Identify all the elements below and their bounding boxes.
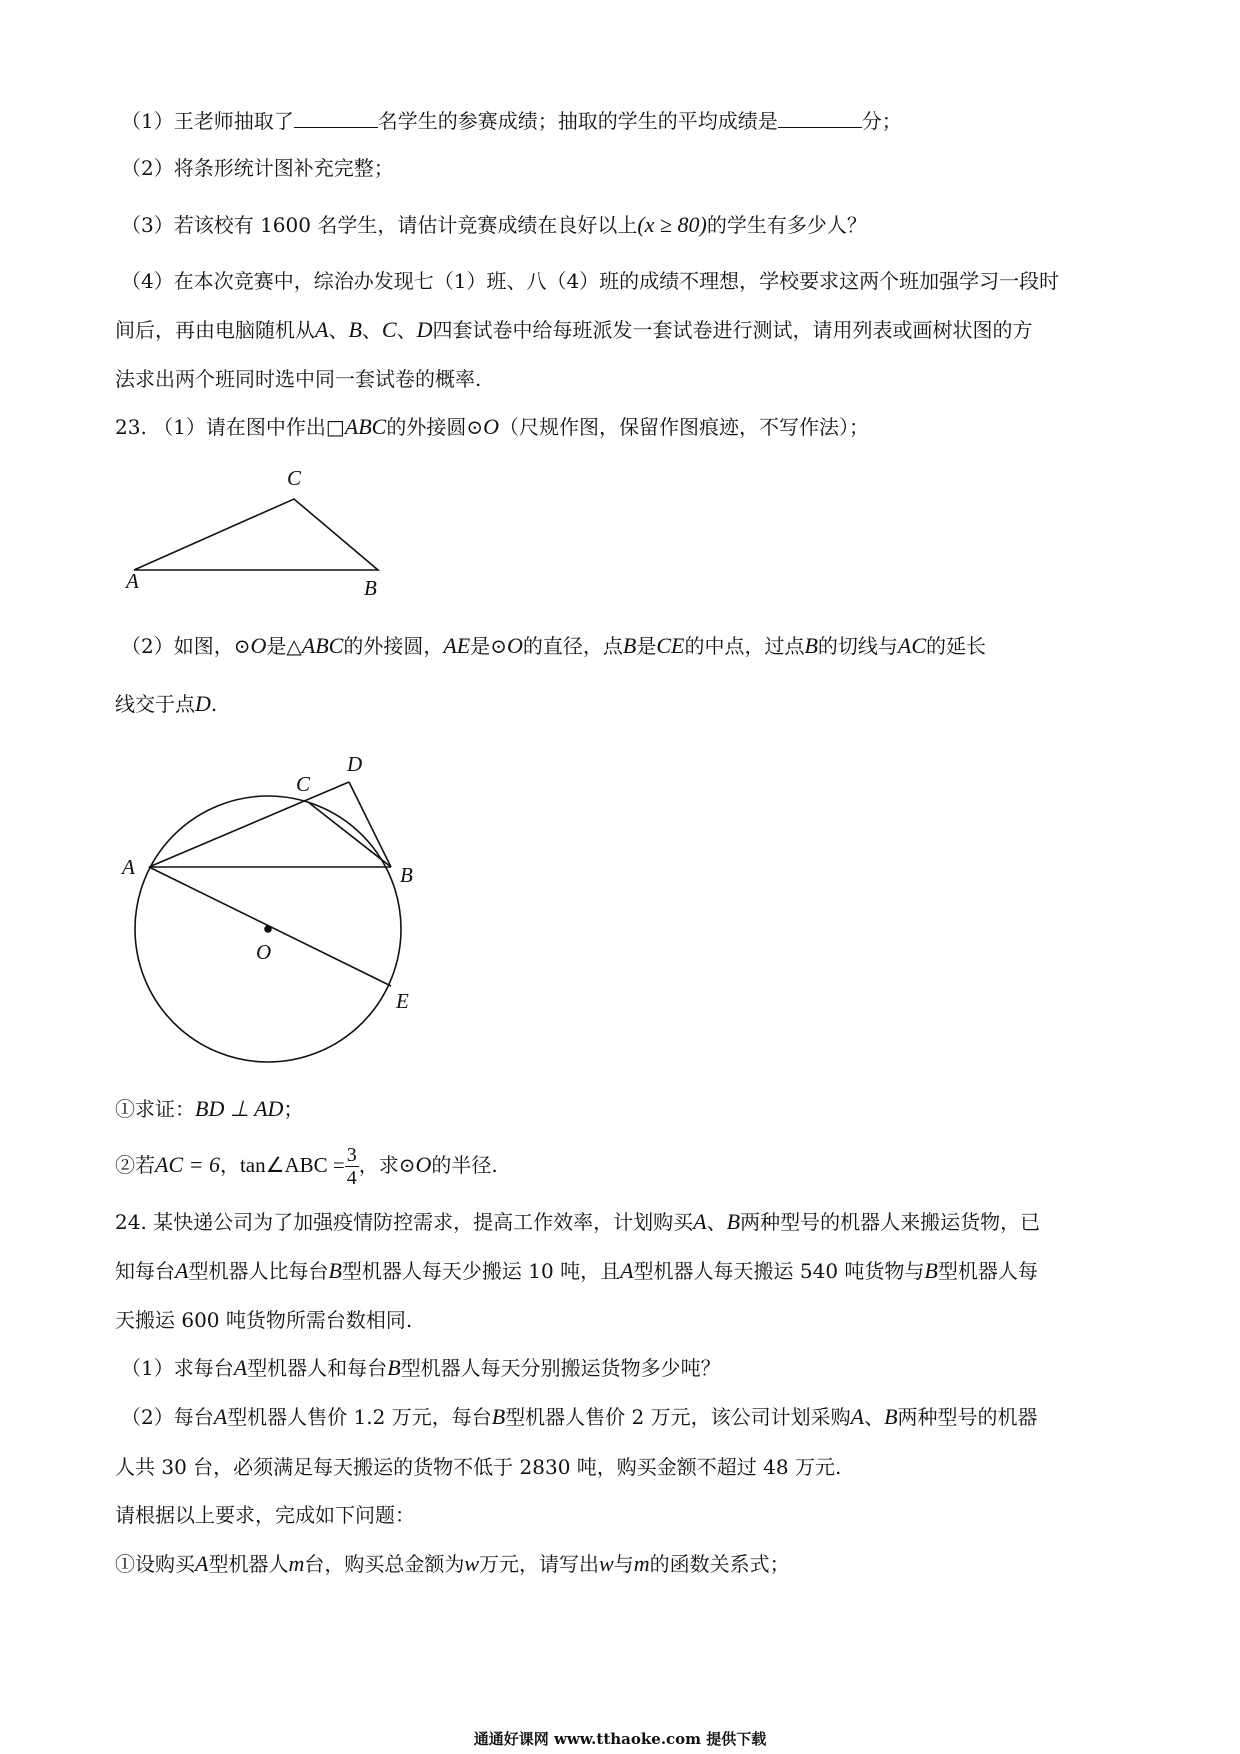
math: C xyxy=(381,317,397,342)
text: （尺规作图，保留作图痕迹，不写作法）； xyxy=(499,415,870,439)
text: （2）如图，⊙ xyxy=(121,634,251,658)
text: 、 xyxy=(864,1405,885,1429)
label-o: O xyxy=(256,940,272,964)
math: O xyxy=(506,633,523,658)
circle-figure xyxy=(135,782,401,1062)
math: A xyxy=(213,1404,228,1429)
math: A xyxy=(620,1258,634,1283)
text: 的半径. xyxy=(431,1153,498,1177)
text: 两种型号的机器 xyxy=(897,1405,1038,1429)
math: B xyxy=(924,1258,938,1283)
math: B xyxy=(348,317,362,342)
text: 的学生有多少人？ xyxy=(706,213,867,237)
q24-part2-line1 xyxy=(121,1404,1038,1430)
math: A xyxy=(175,1258,189,1283)
text: 型机器人售价 1.2 万元，每台 xyxy=(227,1405,492,1429)
triangle-abc-figure xyxy=(134,499,378,570)
text: 台，购买总金额为 xyxy=(304,1552,465,1576)
text: 是△ xyxy=(266,634,302,658)
text: 型机器人 xyxy=(208,1552,289,1576)
text: 的中点，过点 xyxy=(684,634,805,658)
text: 的函数关系式； xyxy=(649,1552,790,1576)
q22-part2: （2）将条形统计图补充完整； xyxy=(121,156,394,180)
math: AC = 6 xyxy=(155,1152,220,1177)
math: A xyxy=(195,1551,209,1576)
text: ； xyxy=(283,1097,304,1121)
numerator: 3 xyxy=(346,1144,357,1166)
label-b: B xyxy=(400,863,413,887)
label-c: C xyxy=(287,466,302,490)
math: AE xyxy=(443,633,471,658)
text: （1）求每台 xyxy=(121,1356,234,1380)
math: B xyxy=(726,1209,741,1234)
math: A xyxy=(850,1404,865,1429)
text: 、 xyxy=(328,318,349,342)
q23-part2-line2 xyxy=(115,691,217,717)
math-arc: CE xyxy=(656,633,685,658)
text: 的直径，点 xyxy=(522,634,623,658)
q24-subquestion1 xyxy=(115,1551,790,1577)
label-a: A xyxy=(126,569,139,593)
text: 、 xyxy=(396,318,417,342)
math: m xyxy=(288,1551,305,1576)
text: 是 xyxy=(636,634,657,658)
text: （2）每台 xyxy=(121,1405,214,1429)
center-point-o xyxy=(265,926,271,932)
math: B xyxy=(328,1258,342,1283)
math: D xyxy=(416,317,433,342)
text: 线交于点 xyxy=(115,692,195,716)
math: B xyxy=(387,1355,401,1380)
q22-part4-line1: （4）在本次竞赛中，综治办发现七（1）班、八（4）班的成绩不理想，学校要求这两个班加强学习一段时 xyxy=(121,269,1060,293)
math: A xyxy=(233,1355,248,1380)
text: 分； xyxy=(861,109,902,133)
label-c: C xyxy=(296,772,311,796)
triangle-abc xyxy=(134,499,378,570)
q22-part4-line3: 法求出两个班同时选中同一套试卷的概率. xyxy=(115,367,482,391)
math: m xyxy=(633,1551,650,1576)
q23-subquestion1 xyxy=(115,1096,303,1122)
text: 的外接圆⊙ xyxy=(386,415,484,439)
text: 23. （1）请在图中作出□ xyxy=(115,415,345,439)
q24-line3: 天搬运 600 吨货物所需台数相同. xyxy=(115,1308,413,1332)
text: 、 xyxy=(706,1210,727,1234)
text: 型机器人每天少搬运 10 吨，且 xyxy=(341,1259,621,1283)
q24-line1 xyxy=(115,1209,1040,1235)
text: ， xyxy=(219,1153,240,1177)
text: ，求⊙ xyxy=(358,1153,416,1177)
text: 两种型号的机器人来搬运货物，已 xyxy=(740,1210,1041,1234)
text: 型机器人每 xyxy=(937,1259,1038,1283)
math: B xyxy=(491,1404,506,1429)
math: O xyxy=(250,633,267,658)
segment-cb xyxy=(308,802,391,867)
math: BD ⊥ AD xyxy=(195,1096,284,1121)
text: （3）若该校有 1600 名学生，请估计竞赛成绩在良好以上 xyxy=(121,213,638,237)
math: B xyxy=(804,633,818,658)
math: w xyxy=(599,1551,614,1576)
q24-part2-line2: 人共 30 台，必须满足每天搬运的货物不低于 2830 吨，购买金额不超过 48 万元. xyxy=(115,1455,842,1479)
fraction xyxy=(345,1144,359,1189)
label-e: E xyxy=(396,989,409,1013)
text: 、 xyxy=(361,318,382,342)
q24-instruction: 请根据以上要求，完成如下问题： xyxy=(115,1503,415,1527)
math-expression: (x ≥ 80) xyxy=(637,212,707,237)
text: 间后，再由电脑随机从 xyxy=(115,318,315,342)
math: A xyxy=(315,317,329,342)
text: 的切线与 xyxy=(817,634,898,658)
math: D xyxy=(195,691,211,716)
text: 是⊙ xyxy=(470,634,507,658)
math: O xyxy=(415,1152,432,1177)
label-b: B xyxy=(364,576,377,600)
text: 的延长 xyxy=(926,634,987,658)
label-a: A xyxy=(122,855,135,879)
q23-part2-line1 xyxy=(121,633,986,659)
text: 型机器人和每台 xyxy=(247,1356,388,1380)
text: 四套试卷中给每班派发一套试卷进行测试，请用列表或画树状图的方 xyxy=(432,318,1033,342)
text: 24. 某快递公司为了加强疫情防控需求，提高工作效率，计划购买 xyxy=(115,1210,694,1234)
math: B xyxy=(884,1404,898,1429)
q23-subquestion2 xyxy=(115,1140,498,1190)
text: 型机器人每天分别搬运货物多少吨？ xyxy=(400,1356,721,1380)
denominator: 4 xyxy=(346,1167,357,1189)
text: 名学生的参赛成绩；抽取的学生的平均成绩是 xyxy=(377,109,778,133)
text: ①设购买 xyxy=(115,1552,195,1576)
text: （1）王老师抽取了 xyxy=(121,109,294,133)
label-d: D xyxy=(347,752,363,776)
math: w xyxy=(464,1551,480,1576)
text: 型机器人比每台 xyxy=(188,1259,329,1283)
math: O xyxy=(483,414,500,439)
math: AC xyxy=(897,633,927,658)
math: B xyxy=(622,633,637,658)
segment-ad xyxy=(149,782,349,867)
text: 与 xyxy=(613,1552,634,1576)
text: 型机器人每天搬运 540 吨货物与 xyxy=(633,1259,925,1283)
text: . xyxy=(210,692,218,716)
math: A xyxy=(693,1209,707,1234)
math: tan∠ABC = xyxy=(239,1153,345,1177)
q24-line2 xyxy=(115,1258,1038,1284)
math: ABC xyxy=(344,414,387,439)
q24-part1 xyxy=(121,1355,721,1381)
text: 的外接圆， xyxy=(343,634,444,658)
text: 知每台 xyxy=(115,1259,175,1283)
text: 万元，请写出 xyxy=(479,1552,600,1576)
text: ②若 xyxy=(115,1153,155,1177)
math: ABC xyxy=(301,633,344,658)
text: 型机器人售价 2 万元，该公司计划采购 xyxy=(505,1405,851,1429)
footer-watermark: 通通好课网 www.tthaoke.com 提供下载 xyxy=(473,1730,767,1748)
segment-bd xyxy=(349,782,391,867)
text: ①求证： xyxy=(115,1097,195,1121)
